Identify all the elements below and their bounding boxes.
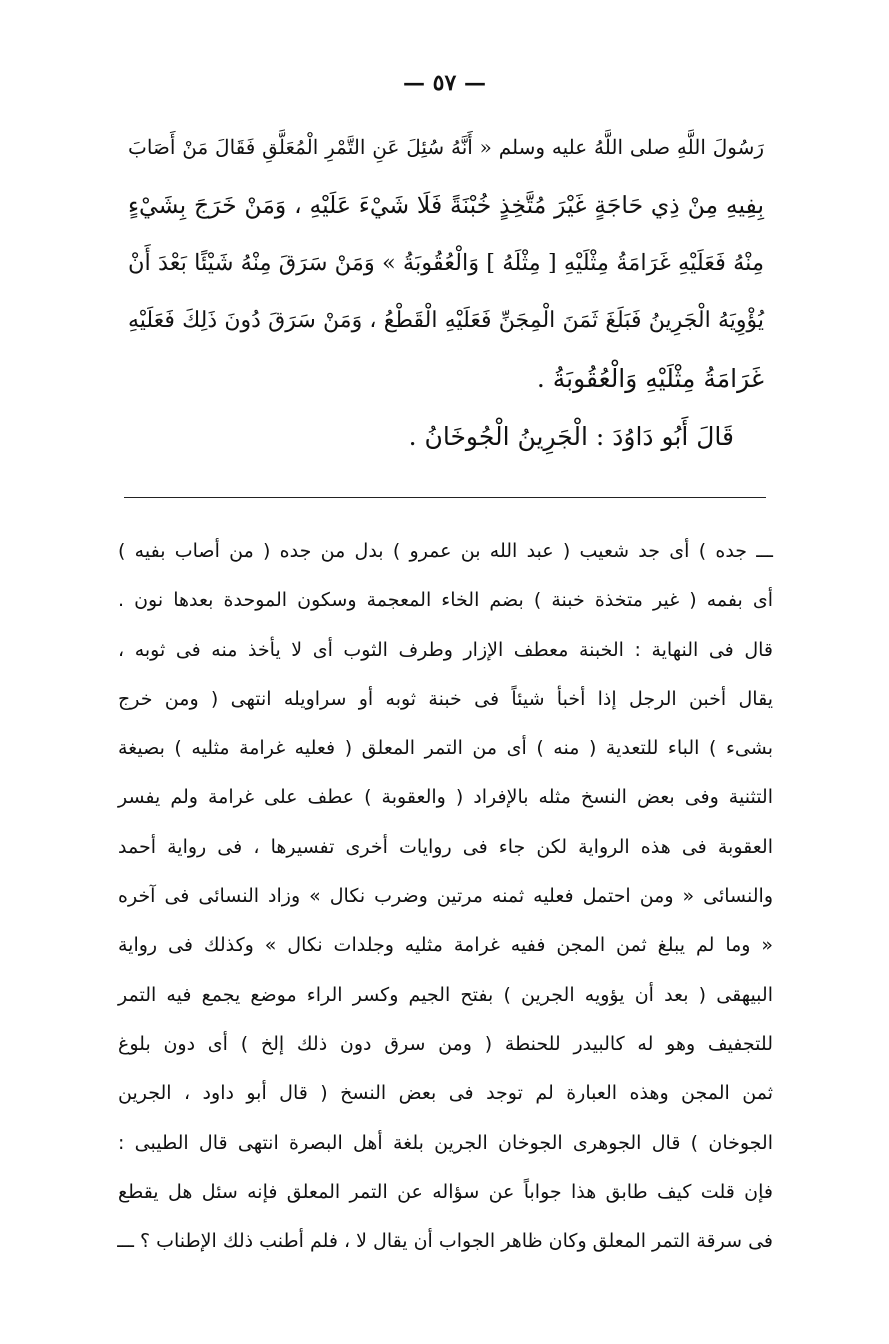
page-number: — ٥٧ — <box>403 70 486 96</box>
commentary-line: ثمن المجن وهذه العبارة لم توجد فى بعض النسخ ( قال أبو داود ، الجرين <box>118 1082 773 1105</box>
commentary-line: ـــ جده ) أى جد شعيب ( عبد الله بن عمرو ) بدل من جده ( من أصاب بفيه ) <box>118 540 773 562</box>
hadith-text <box>128 118 764 466</box>
commentary-line: فى سرقة التمر المعلق وكان ظاهر الجواب أن يقال لا ، فلم أطنب ذلك الإطناب ؟ ـــ <box>117 1230 773 1253</box>
commentary-line: الجوخان ) قال الجوهرى الجوخان الجرين بلغة أهل البصرة انتهى قال الطيبى : <box>118 1131 773 1154</box>
commentary-line: العقوبة فى هذه الرواية لكن جاء فى روايات أخرى تفسيرها ، فى رواية أحمد <box>118 835 773 858</box>
commentary-line: أى بفمه ( غير متخذة خبنة ) بضم الخاء المعجمة وسكون الموحدة بعدها نون . <box>118 589 773 612</box>
commentary-line: يقال أخبن الرجل إذا أخبأ شيئاً فى خبنة ثوبه أو سراويله انتهى ( ومن خرج <box>118 687 773 710</box>
commentary-line: والنسائى « ومن احتمل فعليه ثمنه مرتين وضرب نكال » وزاد النسائى فى آخره <box>118 885 773 908</box>
commentary-line: للتجفيف وهو له كالبيدر للحنطة ( ومن سرق دون ذلك إلخ ) أى دون بلوغ <box>118 1032 773 1055</box>
footnote-divider <box>124 497 766 498</box>
hadith-line: رَسُولَ اللَّهِ صلى اللَّهُ عليه وسلم « أَنَّهُ سُئِلَ عَنِ التَّمْرِ الْمُعَلَّقِ فَقَالَ مَنْ أَصَابَ <box>128 135 764 159</box>
hadith-line: بِفِيهِ مِنْ ذِي حَاجَةٍ غَيْرَ مُتَّخِذٍ خُبْنَةً فَلَا شَيْءَ عَلَيْهِ ، وَمَنْ خَرَجَ بِشَيْءٍ <box>128 191 764 219</box>
hadith-line: غَرَامَةُ مِثْلَيْهِ وَالْعُقُوبَةُ . <box>536 364 764 393</box>
commentary-line: قال فى النهاية : الخبنة معطف الإزار وطرف الثوب أى لا يأخذ منه فى ثوبه ، <box>118 638 773 661</box>
commentary-text <box>118 527 773 1266</box>
commentary-line: التثنية وفى بعض النسخ مثله بالإفراد ( والعقوبة ) عطف على غرامة ولم يفسر <box>118 786 773 809</box>
hadith-line: يُؤْوِيَهُ الْجَرِينُ فَبَلَغَ ثَمَنَ الْمِجَنِّ فَعَلَيْهِ الْقَطْعُ ، وَمَنْ سَرَقَ دُونَ ذَلِكَ فَعَلَيْهِ <box>128 308 764 333</box>
commentary-line: البيهقى ( بعد أن يؤويه الجرين ) بفتح الجيم وكسر الراء موضع يجمع فيه التمر <box>118 983 773 1006</box>
commentary-line: فإن قلت كيف طابق هذا جواباً عن سؤاله عن التمر المعلق فإنه سئل هل يقطع <box>118 1180 773 1203</box>
commentary-line: بشىء ) الباء للتعدية ( منه ) أى من التمر المعلق ( فعليه غرامة مثليه ) بصيغة <box>118 737 773 760</box>
hadith-line-abu-dawud: قَالَ أَبُو دَاوُدَ : الْجَرِينُ الْجُوخَانُ . <box>408 422 734 451</box>
hadith-line: مِنْهُ فَعَلَيْهِ غَرَامَةُ مِثْلَيْهِ [ مِثْلَهُ ] وَالْعُقُوبَةُ » وَمَنْ سَرَقَ مِنْهُ شَيْئًا بَعْدَ أَنْ <box>128 250 764 276</box>
commentary-line: « وما لم يبلغ ثمن المجن ففيه غرامة مثليه وجلدات نكال » وكذلك فى رواية <box>118 934 773 957</box>
